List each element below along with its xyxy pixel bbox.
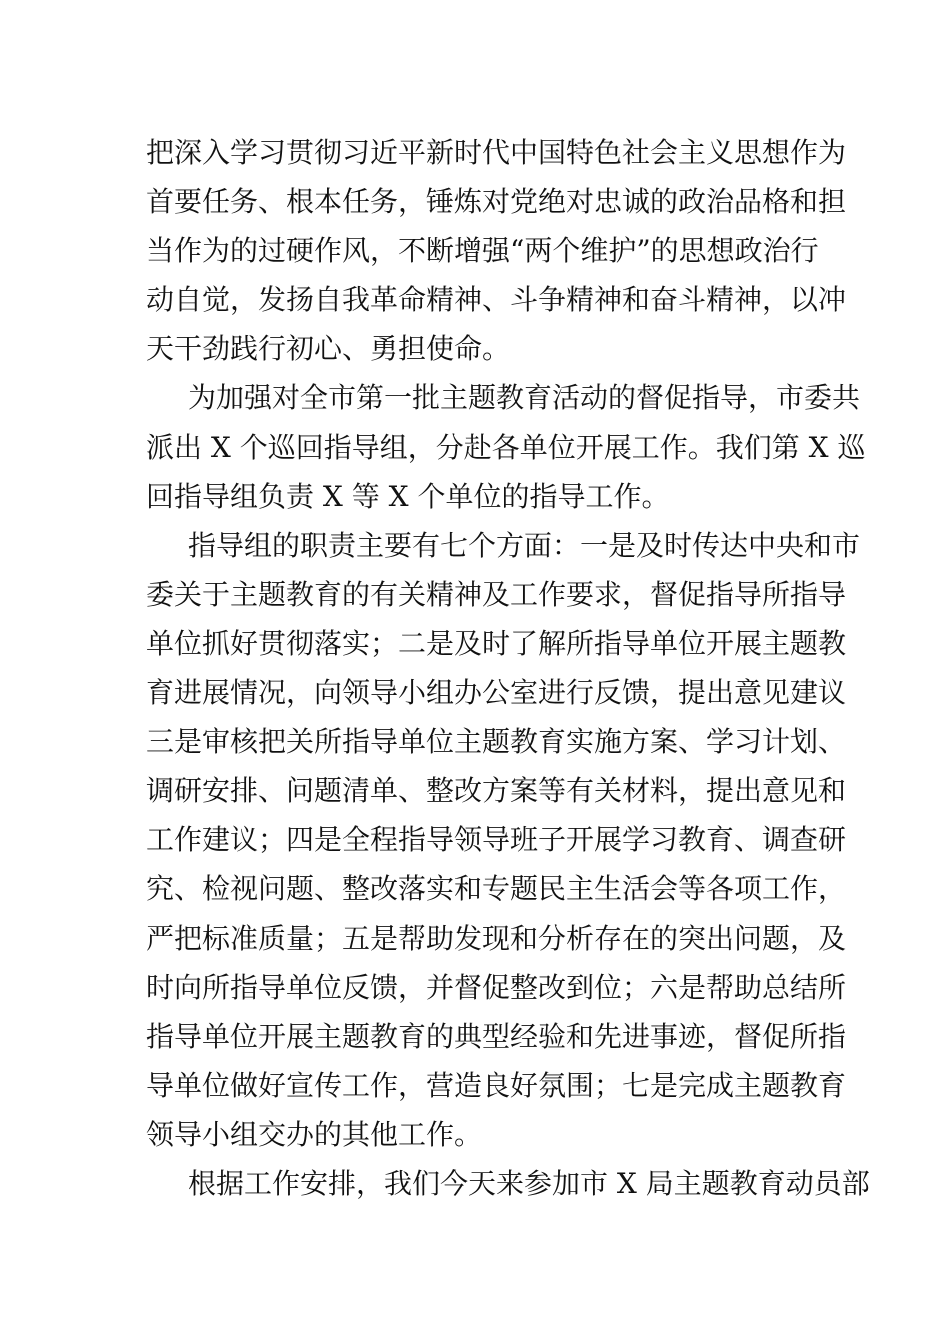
paragraph-3-line-9: 严把标准质量；五是帮助发现和分析存在的突出问题，及	[146, 921, 847, 955]
paragraph-3-line-8: 究、检视问题、整改落实和专题民主生活会等各项工作，	[146, 872, 847, 906]
paragraph-4-line-1: 根据工作安排，我们今天来参加市 X 局主题教育动员部	[188, 1166, 870, 1200]
paragraph-3-line-7: 工作建议；四是全程指导领导班子开展学习教育、调查研	[146, 823, 847, 857]
paragraph-1-line-4: 动自觉，发扬自我革命精神、斗争精神和奋斗精神，以冲	[146, 283, 847, 317]
paragraph-3-line-13: 领导小组交办的其他工作。	[146, 1117, 483, 1151]
paragraph-3-line-10: 时向所指导单位反馈，并督促整改到位；六是帮助总结所	[146, 970, 847, 1004]
paragraph-3-line-4: 育进展情况，向领导小组办公室进行反馈，提出意见建议	[146, 676, 847, 710]
document-body	[146, 128, 870, 1208]
paragraph-3-line-1: 指导组的职责主要有七个方面：一是及时传达中央和市	[188, 528, 861, 562]
paragraph-1-line-1: 把深入学习贯彻习近平新时代中国特色社会主义思想作为	[146, 136, 847, 169]
paragraph-3-line-12: 导单位做好宣传工作，营造良好氛围；七是完成主题教育	[146, 1068, 847, 1102]
paragraph-3-line-2: 委关于主题教育的有关精神及工作要求，督促指导所指导	[146, 577, 847, 611]
paragraph-1-line-3: 当作为的过硬作风，不断增强“两个维护”的思想政治行	[146, 234, 819, 268]
paragraph-3-line-6: 调研安排、问题清单、整改方案等有关材料，提出意见和	[146, 774, 847, 808]
paragraph-2-line-3: 回指导组负责 X 等 X 个单位的指导工作。	[146, 479, 670, 513]
paragraph-2-line-2: 派出 X 个巡回指导组，分赴各单位开展工作。我们第 X 巡	[146, 430, 866, 464]
paragraph-1-line-5: 天干劲践行初心、勇担使命。	[146, 332, 511, 366]
paragraph-1-line-2: 首要任务、根本任务，锤炼对党绝对忠诚的政治品格和担	[146, 185, 847, 219]
paragraph-3-line-5: 三是审核把关所指导单位主题教育实施方案、学习计划、	[146, 725, 847, 759]
paragraph-3-line-11: 指导单位开展主题教育的典型经验和先进事迹，督促所指	[146, 1019, 847, 1053]
paragraph-3-line-3: 单位抓好贯彻落实；二是及时了解所指导单位开展主题教	[146, 626, 847, 660]
paragraph-2-line-1: 为加强对全市第一批主题教育活动的督促指导，市委共	[188, 381, 861, 415]
